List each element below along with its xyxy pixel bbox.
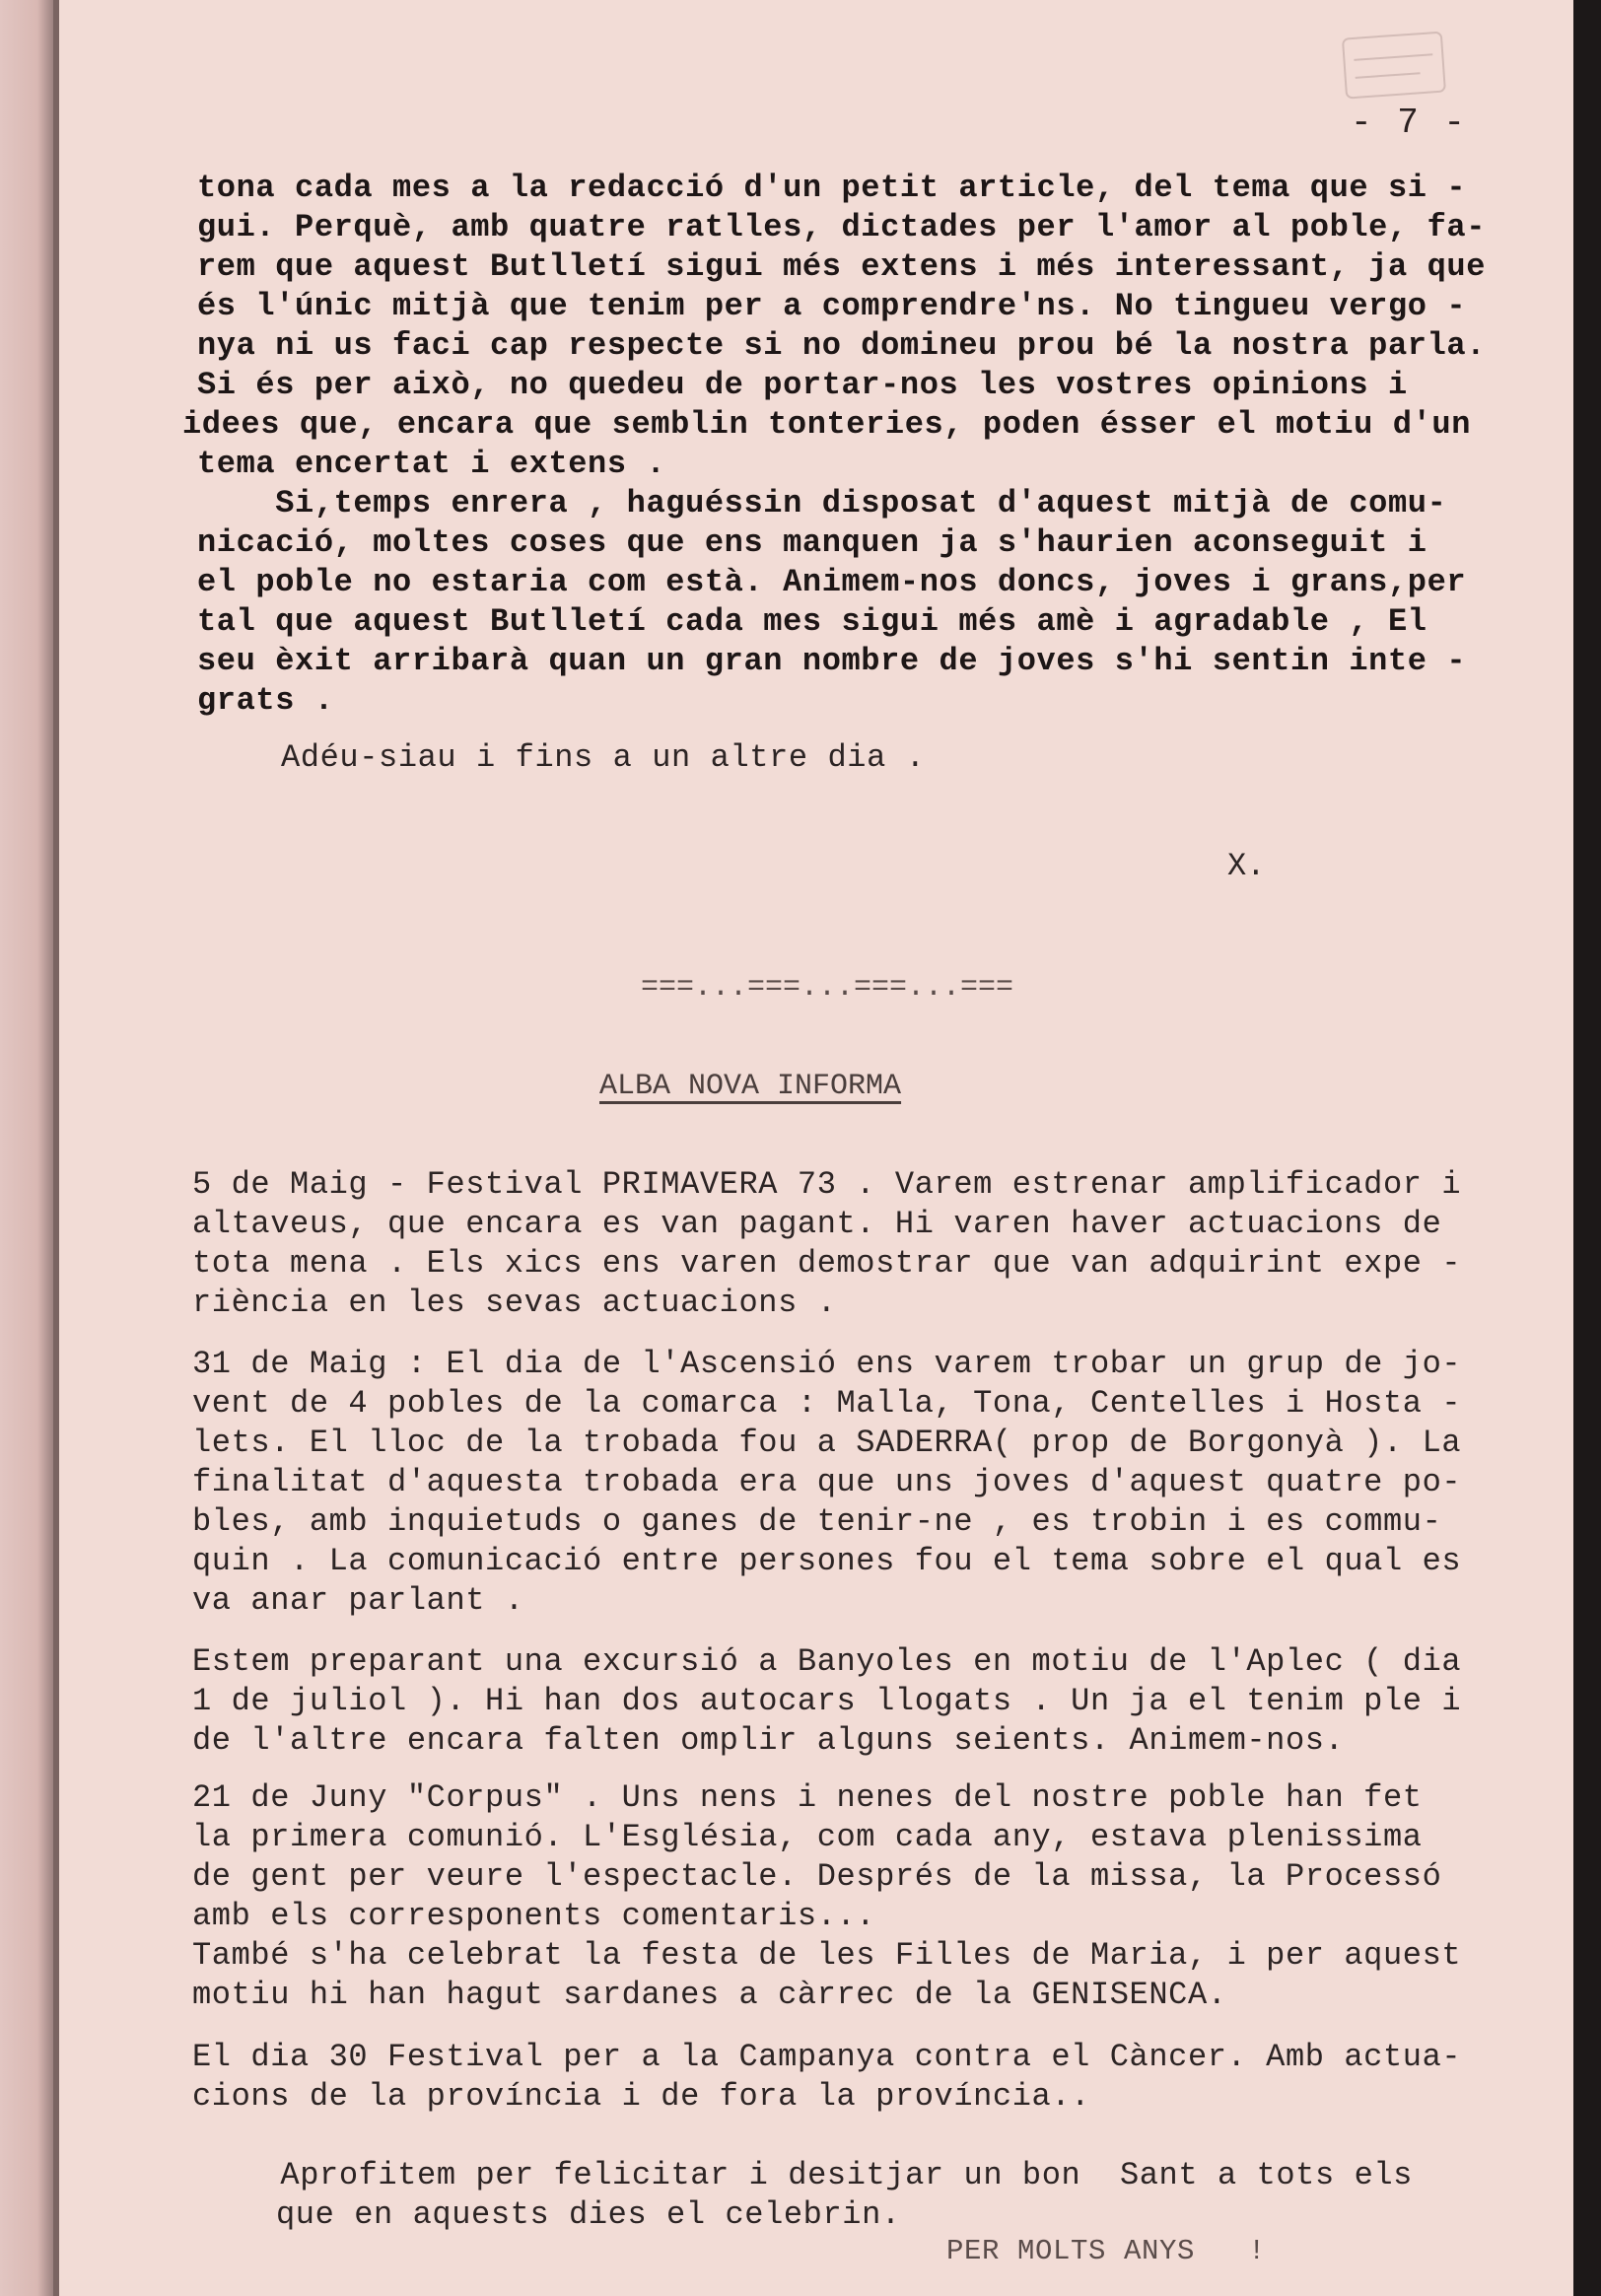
text-line: 1 de juliol ). Hi han dos autocars llogats . Un ja el tenim ple i — [192, 1683, 1462, 1719]
left-page-edge — [0, 0, 53, 2296]
text-line: Si,temps enrera , haguéssin disposat d'aquest mitjà de comu- — [197, 485, 1447, 522]
page-number: - 7 - — [1351, 103, 1468, 143]
text-line: cions de la província i de fora la província.. — [192, 2078, 1090, 2115]
text-line: nya ni us faci cap respecte si no domineu prou bé la nostra parla. — [197, 327, 1487, 364]
archive-stamp — [1339, 28, 1452, 104]
signature: X. — [1227, 848, 1266, 884]
text-line: 21 de Juny "Corpus" . Uns nens i nenes del nostre poble han fet — [192, 1779, 1423, 1816]
text-line: El dia 30 Festival per a la Campanya contra el Càncer. Amb actua- — [192, 2039, 1462, 2075]
text-line: grats . — [197, 682, 334, 719]
text-line: finalitat d'aquesta trobada era que uns joves d'aquest quatre po- — [192, 1464, 1462, 1500]
text-line: idees que, encara que semblin tonteries, poden ésser el motiu d'un — [182, 406, 1472, 443]
text-line: nicació, moltes coses que ens manquen ja s'haurien aconseguit i — [197, 524, 1427, 561]
text-line: 5 de Maig - Festival PRIMAVERA 73 . Varem estrenar amplificador i — [192, 1166, 1462, 1203]
text-line: tota mena . Els xics ens varen demostrar que van adquirint expe - — [192, 1245, 1462, 1282]
text-line: Si és per això, no quedeu de portar-nos les vostres opinions i — [197, 367, 1408, 403]
stamp-icon — [1339, 28, 1452, 104]
closing-line: PER MOLTS ANYS ! — [946, 2235, 1267, 2267]
document-page — [59, 0, 1573, 2296]
text-line: el poble no estaria com està. Animem-nos doncs, joves i grans,per — [197, 564, 1467, 600]
text-line: rem que aquest Butlletí sigui més extens i més interessant, ja que — [197, 248, 1487, 285]
text-line: la primera comunió. L'Església, com cada any, estava plenissima — [192, 1819, 1423, 1855]
text-line: vent de 4 pobles de la comarca : Malla, Tona, Centelles i Hosta - — [192, 1385, 1462, 1422]
text-line: seu èxit arribarà quan un gran nombre de joves s'hi sentin inte - — [197, 643, 1467, 679]
text-line: amb els corresponents comentaris... — [192, 1898, 876, 1934]
farewell-line: Adéu-siau i fins a un altre dia . — [281, 739, 926, 776]
text-line: tema encertat i extens . — [197, 446, 666, 482]
text-line: de l'altre encara falten omplir alguns seients. Animem-nos. — [192, 1722, 1345, 1759]
text-line: Estem preparant una excursió a Banyoles en motiu de l'Aplec ( dia — [192, 1643, 1462, 1680]
text-line: motiu hi han hagut sardanes a càrrec de la GENISENCA. — [192, 1977, 1227, 2013]
text-line: 31 de Maig : El dia de l'Ascensió ens varem trobar un grup de jo- — [192, 1346, 1462, 1382]
text-line: va anar parlant . — [192, 1582, 524, 1619]
section-heading: ALBA NOVA INFORMA — [599, 1070, 902, 1103]
text-line: que en aquests dies el celebrin. — [276, 2196, 901, 2233]
text-line: També s'ha celebrat la festa de les Filles de Maria, i per aquest — [192, 1937, 1462, 1974]
text-line: tona cada mes a la redacció d'un petit article, del tema que si - — [197, 170, 1467, 206]
text-line: quin . La comunicació entre persones fou el tema sobre el qual es — [192, 1543, 1462, 1579]
text-line: riència en les sevas actuacions . — [192, 1285, 837, 1321]
text-line: tal que aquest Butlletí cada mes sigui més amè i agradable , El — [197, 603, 1427, 640]
text-line: bles, amb inquietuds o ganes de tenir-ne , es trobin i es commu- — [192, 1503, 1442, 1540]
text-line: gui. Perquè, amb quatre ratlles, dictades per l'amor al poble, fa- — [197, 209, 1487, 245]
text-line: altaveus, que encara es van pagant. Hi varen haver actuacions de — [192, 1206, 1442, 1242]
text-line: lets. El lloc de la trobada fou a SADERRA( prop de Borgonyà ). La — [192, 1425, 1462, 1461]
text-line: de gent per veure l'espectacle. Després de la missa, la Processó — [192, 1858, 1442, 1895]
text-line: és l'únic mitjà que tenim per a comprendre'ns. No tingueu vergo - — [197, 288, 1467, 324]
text-line: Aprofitem per felicitar i desitjar un bon Sant a tots els — [222, 2157, 1413, 2193]
section-divider: ===...===...===...=== — [641, 971, 1014, 1005]
